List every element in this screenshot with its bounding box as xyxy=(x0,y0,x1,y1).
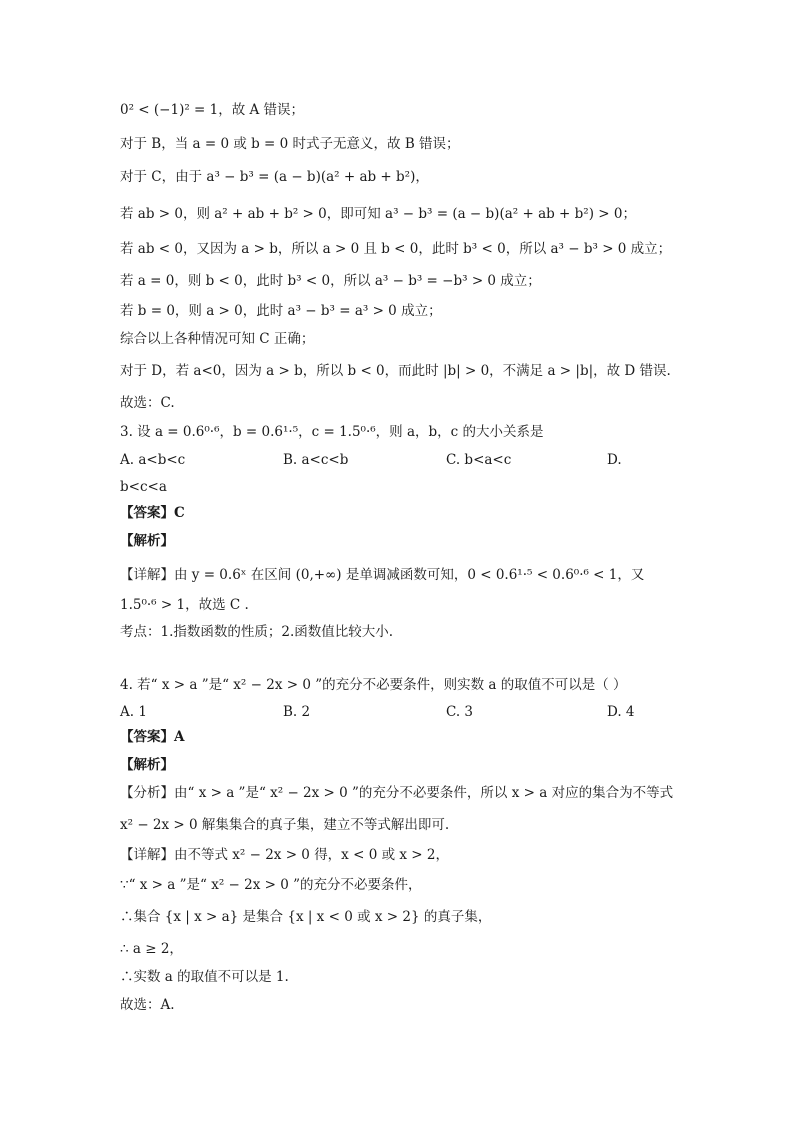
q3-option-d: D. xyxy=(607,452,622,468)
question-4-stem: 4. 若“ x > a ”是“ x² − 2x > 0 ”的充分不必要条件，则实数 a 的取值不可以是（ ） xyxy=(120,677,627,693)
q4-option-a: A. 1 xyxy=(120,704,147,720)
q3-kaodian: 考点：1.指数函数的性质；2.函数值比较大小. xyxy=(120,624,394,640)
text-line: 0² < (−1)² = 1，故 A 错误； xyxy=(120,102,305,118)
text-line: 若 ab < 0，又因为 a > b，所以 a > 0 且 b < 0，此时 b³ < 0，所以 a³ − b³ > 0 成立； xyxy=(120,241,672,257)
text-line: 故选：C. xyxy=(120,395,175,411)
q4-detail-line-1: 【详解】由不等式 x² − 2x > 0 得，x < 0 或 x > 2， xyxy=(120,847,449,863)
q4-detail-line-5: ∴实数 a 的取值不可以是 1. xyxy=(120,969,289,985)
q4-detail-line-4: ∴ a ≥ 2， xyxy=(120,941,183,957)
q4-option-b: B. 2 xyxy=(283,704,311,720)
question-3-stem: 3. 设 a = 0.6⁰·⁶，b = 0.6¹·⁵，c = 1.5⁰·⁶，则 a，b，c 的大小关系是 xyxy=(120,424,544,440)
q4-fenxi-line-2: x² − 2x > 0 解集集合的真子集，建立不等式解出即可. xyxy=(120,817,450,833)
text-line: 综合以上各种情况可知 C 正确； xyxy=(120,331,315,347)
q3-option-a: A. a<b<c xyxy=(120,452,186,468)
q4-detail-line-3: ∴集合 {x | x > a} 是集合 {x | x < 0 或 x > 2} 的真子集， xyxy=(120,909,492,925)
q4-option-c: C. 3 xyxy=(446,704,474,720)
q3-detail-line-2: 1.5⁰·⁶ > 1，故选 C . xyxy=(120,597,249,613)
q4-detail-line-2: ∵“ x > a ”是“ x² − 2x > 0 ”的充分不必要条件， xyxy=(120,877,422,893)
q3-option-d-content: b<c<a xyxy=(120,479,167,495)
q3-answer: 【答案】C xyxy=(120,505,185,521)
text-line: 对于 C，由于 a³ − b³ = (a − b)(a² + ab + b²)， xyxy=(120,169,429,185)
text-line: 对于 B，当 a = 0 或 b = 0 时式子无意义，故 B 错误； xyxy=(120,136,460,152)
text-line: 若 b = 0，则 a > 0，此时 a³ − b³ = a³ > 0 成立； xyxy=(120,303,442,319)
q3-analysis-heading: 【解析】 xyxy=(120,533,174,549)
text-line: 若 a = 0，则 b < 0，此时 b³ < 0，所以 a³ − b³ = −b³ > 0 成立； xyxy=(120,273,541,289)
q3-option-c: C. b<a<c xyxy=(446,452,512,468)
q3-detail-line-1: 【详解】由 y = 0.6ˣ 在区间 (0,+∞) 是单调减函数可知，0 < 0.6¹·⁵ < 0.6⁰·⁶ < 1，又 xyxy=(120,567,645,583)
q4-fenxi-line-1: 【分析】由“ x > a ”是“ x² − 2x > 0 ”的充分不必要条件，所以 x > a 对应的集合为不等式 xyxy=(120,785,674,801)
q3-option-b: B. a<c<b xyxy=(283,452,349,468)
q4-analysis-heading: 【解析】 xyxy=(120,757,174,773)
q4-answer: 【答案】A xyxy=(120,729,185,745)
text-line: 对于 D，若 a<0，因为 a > b，所以 b < 0，而此时 |b| > 0，不满足 a > |b|，故 D 错误. xyxy=(120,363,671,379)
q4-option-d: D. 4 xyxy=(607,704,635,720)
text-line: 若 ab > 0，则 a² + ab + b² > 0，即可知 a³ − b³ = (a − b)(a² + ab + b²) > 0； xyxy=(120,206,636,222)
q4-choose: 故选：A. xyxy=(120,997,175,1013)
